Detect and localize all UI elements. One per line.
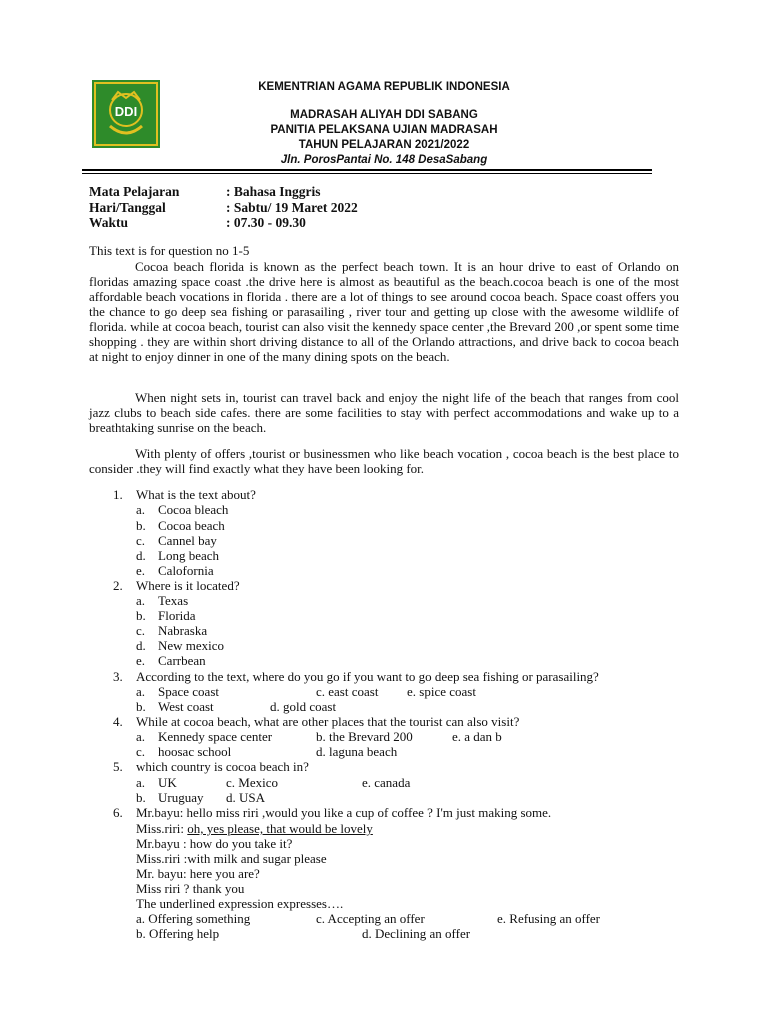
underlined-expression: oh, yes please, that would be lovely [187,821,373,836]
option-letter: a. [136,729,146,744]
question-number: 6. [113,805,123,820]
passage-paragraph-3: With plenty of offers ,tourist or businessmen who like beach vocation , cocoa beach is the best place to consider .they will find exactly what they have been looking for. [89,446,679,476]
date-label: Hari/Tanggal [89,200,166,215]
passage-intro: This text is for question no 1-5 [89,243,250,258]
option-text: d. Declining an offer [362,926,471,941]
option-letter: c. [136,533,146,548]
option-text: Nabraska [158,623,208,638]
question-text: which country is cocoa beach in? [136,759,309,774]
question-text: What is the text about? [136,487,256,502]
academic-year: TAHUN PELAJARAN 2021/2022 [298,139,470,151]
subject-value: : Bahasa Inggris [226,184,321,199]
option-text: West coast [158,699,214,714]
option-letter: b. [136,790,146,805]
option-text: b. Offering help [136,926,220,941]
option-letter: b. [136,518,146,533]
dialog-line: Mr.bayu: hello miss riri ,would you like a cup of coffee ? I'm just making some. [136,805,552,820]
option-text: Kennedy space center [158,729,273,744]
option-text: Cocoa beach [158,518,225,533]
question-text: According to the text, where do you go if you want to go deep sea fishing or parasailing? [136,669,599,684]
option-text: Uruguay [158,790,204,805]
option-text: Florida [158,608,196,623]
dialog-line: Mr.bayu : how do you take it? [136,836,293,851]
option-letter: e. [136,563,146,578]
option-text: d. laguna beach [316,744,398,759]
passage-paragraph-1: Cocoa beach florida is known as the perfect beach town. It is an hour drive to east of Orlando on floridas amazing space coast .the drive here is almost as beautiful as the beach.cocoa beach is one of the most affordable beach vocations in florida . there are a lot of things to see around cocoa beach. Space coast offers you the chance to go deep sea fishing or parasailing , river tour and getting up close with the awesome wildlife of florida. while at cocoa beach, tourist can also visit the kennedy space center ,the Brevard 200 ,or spent some time shopping . they are within short driving distance to all of the Orlando attractions, and drive back to cocoa beach at night to enjoy dinner in one of the many dining spots on the beach. [89,259,679,364]
question-number: 3. [113,669,123,684]
question-number: 5. [113,759,123,774]
option-text: Long beach [158,548,220,563]
option-text: d. gold coast [270,699,337,714]
option-letter: d. [136,638,146,653]
question-text: While at cocoa beach, what are other places that the tourist can also visit? [136,714,520,729]
dialog-line: Miss riri ? thank you [136,881,245,896]
option-text: c. Accepting an offer [316,911,425,926]
option-letter: c. [136,623,146,638]
ministry-title: KEMENTRIAN AGAMA REPUBLIK INDONESIA [258,81,510,93]
option-text: Texas [158,593,189,608]
question-number: 4. [113,714,123,729]
option-text: Space coast [158,684,220,699]
option-text: hoosac school [158,744,232,759]
option-letter: b. [136,699,146,714]
option-text: Cocoa bleach [158,502,229,517]
option-text: New mexico [158,638,225,653]
passage-paragraph-2: When night sets in, tourist can travel back and enjoy the night life of the beach that ranges from cool jazz clubs to beach side cafes. there are some facilities to stay with perfect accommodations and wake up to a breathtaking sunrise on the beach. [89,390,679,435]
option-text: c. east coast [316,684,379,699]
dialog-line [136,821,373,837]
option-letter: b. [136,608,146,623]
date-value: : Sabtu/ 19 Maret 2022 [226,200,358,215]
option-letter: e. [136,653,146,668]
option-letter: a. [136,502,146,517]
logo-text: DDI [114,104,138,119]
option-text: UK [158,775,177,790]
school-address: Jln. PorosPantai No. 148 DesaSabang [280,154,488,166]
option-text: e. Refusing an offer [497,911,601,926]
option-text: d. USA [226,790,266,805]
option-text: e. spice coast [407,684,476,699]
dialog-line: Mr. bayu: here you are? [136,866,260,881]
header-divider-thick [82,169,652,171]
option-letter: a. [136,775,146,790]
dialog-speaker: Miss.riri: [136,821,188,836]
option-text: Calofornia [158,563,214,578]
option-text: Cannel bay [158,533,217,548]
option-text: e. a dan b [452,729,502,744]
header-divider-thin [82,173,652,174]
option-letter: c. [136,744,146,759]
dialog-line: Miss.riri :with milk and sugar please [136,851,327,866]
option-text: c. Mexico [226,775,278,790]
time-label: Waktu [89,215,129,230]
question-text: Where is it located? [136,578,240,593]
option-text: b. the Brevard 200 [316,729,413,744]
question-number: 1. [113,487,123,502]
option-letter: a. [136,593,146,608]
subject-label: Mata Pelajaran [89,184,180,199]
committee-name: PANITIA PELAKSANA UJIAN MADRASAH [270,124,498,136]
question-number: 2. [113,578,123,593]
time-value: : 07.30 - 09.30 [226,215,306,230]
school-name: MADRASAH ALIYAH DDI SABANG [290,109,478,121]
option-text: e. canada [362,775,411,790]
option-text: Carrbean [158,653,206,668]
question-text: The underlined expression expresses…. [136,896,344,911]
option-letter: d. [136,548,146,563]
option-letter: a. [136,684,146,699]
option-text: a. Offering something [136,911,251,926]
